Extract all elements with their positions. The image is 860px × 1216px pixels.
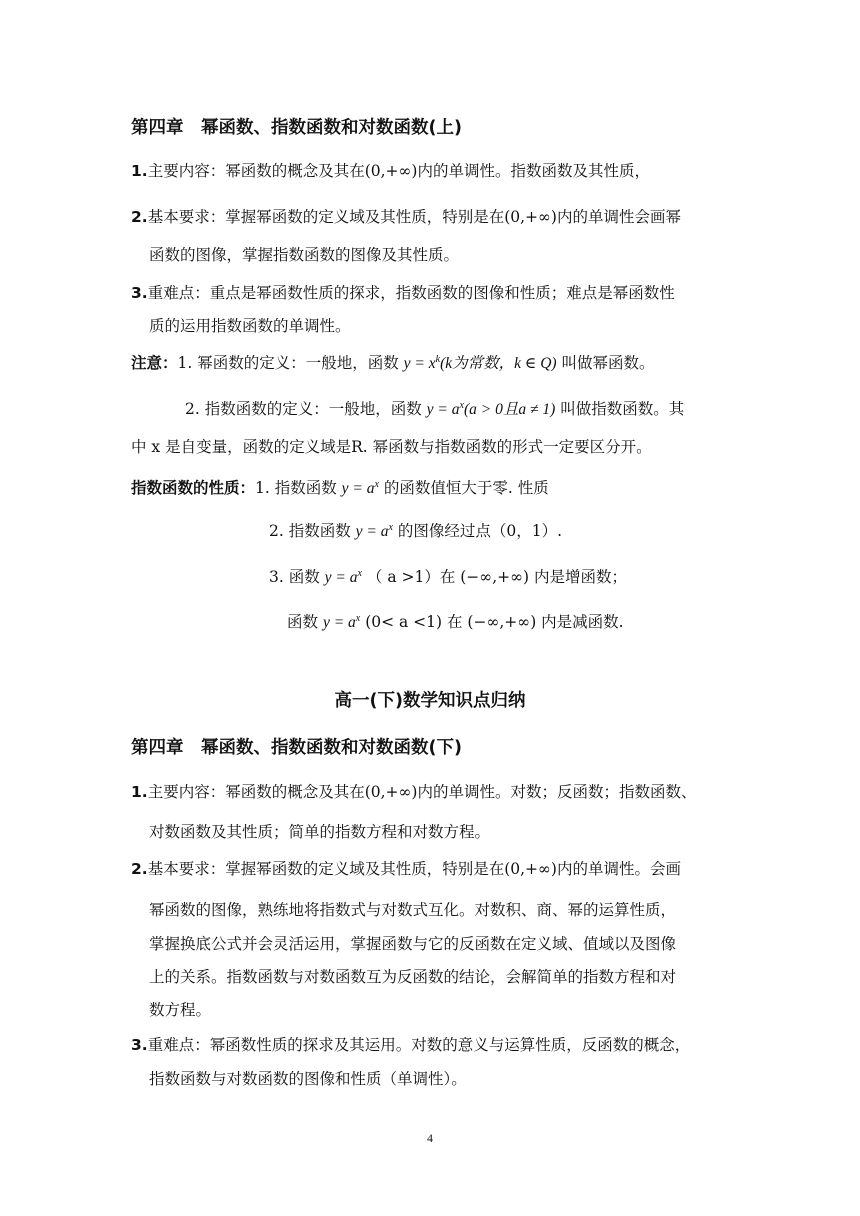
item-1-continuation: 对数函数及其性质；简单的指数方程和对数方程。 [149, 823, 491, 841]
item-1-main-content [131, 781, 696, 803]
item-2-continuation-2: 掌握换底公式并会灵活运用，掌握函数与它的反函数在定义域、值域以及图像 [149, 935, 677, 953]
item-1-main-content [131, 160, 650, 182]
note-label: 注意： [131, 354, 178, 372]
property-3: 3. 函数 $y = a^x$ （ a >1）在 (−∞,+∞) 内是增函数； [269, 568, 628, 586]
chapter-heading-upper: 第四章 幂函数、指数函数和对数函数(上) [131, 118, 462, 138]
property-1: 指数函数的性质：1. 指数函数 $y = a^x$ 的函数值恒大于零. 性质 [131, 479, 549, 497]
formula: $y = a^x(a > 0$且a ≠ 1) [426, 400, 556, 418]
formula: $y = x^k(k$为常数，k ∈ Q) [403, 354, 557, 372]
note-text-end: 叫做幂函数。 [561, 354, 655, 372]
note-text: 1. 幂函数的定义：一般地，函数 [177, 354, 399, 372]
note-1-power-function-definition [131, 352, 655, 375]
formula: $y = a^x$ [341, 479, 379, 497]
item-text: 主要内容：幂函数的概念及其在(0,+∞)内的单调性。对数；反函数；指数函数、 [147, 783, 697, 801]
formula: $y = a^x$ [355, 522, 393, 540]
item-3-continuation: 指数函数与对数函数的图像和性质（单调性）。 [149, 1070, 467, 1088]
item-text: 基本要求：掌握幂函数的定义域及其性质，特别是在(0,+∞)内的单调性会画幂 [147, 208, 681, 226]
properties-label: 指数函数的性质： [131, 479, 256, 497]
item-number: 3. [131, 1036, 148, 1054]
note-2-continuation: 中 x 是自变量，函数的定义域是R. 幂函数与指数函数的形式一定要区分开。 [131, 438, 652, 456]
item-2-continuation-1: 幂函数的图像，熟练地将指数式与对数式互化。对数积、商、幂的运算性质， [149, 901, 677, 919]
item-3-continuation: 质的运用指数函数的单调性。 [149, 317, 351, 335]
item-text: 主要内容：幂函数的概念及其在(0,+∞)内的单调性。指数函数及其性质， [147, 162, 650, 180]
item-number: 2. [131, 860, 148, 878]
item-text: 重难点：幂函数性质的探求及其运用。对数的意义与运算性质，反函数的概念， [147, 1036, 691, 1054]
note-text: 2. 指数函数的定义：一般地，函数 [185, 400, 422, 418]
chapter-heading-lower: 第四章 幂函数、指数函数和对数函数(下) [131, 738, 462, 758]
formula: $y = a^x$ [322, 613, 361, 631]
item-2-basic-requirements [131, 858, 681, 880]
page-number: 4 [427, 1131, 433, 1145]
item-number: 1. [131, 162, 148, 180]
item-text: 基本要求：掌握幂函数的定义域及其性质，特别是在(0,+∞)内的单调性。会画 [147, 860, 681, 878]
item-3-key-points [131, 282, 675, 304]
item-text: 重难点：重点是幂函数性质的探求，指数函数的图像和性质；难点是幂函数性 [147, 284, 675, 302]
item-number: 2. [131, 208, 148, 226]
note-2-exponential-function-definition [185, 398, 684, 421]
item-number: 3. [131, 284, 148, 302]
section-title: 高一(下)数学知识点归纳 [334, 691, 526, 711]
property-3-continuation: 函数 $y = a^x$ (0< a <1) 在 (−∞,+∞) 内是减函数. [287, 613, 624, 631]
item-2-continuation-4: 数方程。 [149, 1001, 212, 1019]
property-2: 2. 指数函数 $y = a^x$ 的图像经过点（0，1）. [269, 522, 563, 540]
item-number: 1. [131, 783, 148, 801]
formula: $y = a^x$ [324, 568, 362, 586]
item-2-basic-requirements [131, 206, 681, 228]
item-3-key-points [131, 1034, 690, 1056]
item-2-continuation: 函数的图像，掌握指数函数的图像及其性质。 [149, 246, 460, 264]
note-text-end: 叫做指数函数。其 [560, 400, 685, 418]
item-2-continuation-3: 上的关系。指数函数与对数函数互为反函数的结论，会解简单的指数方程和对 [149, 968, 677, 986]
